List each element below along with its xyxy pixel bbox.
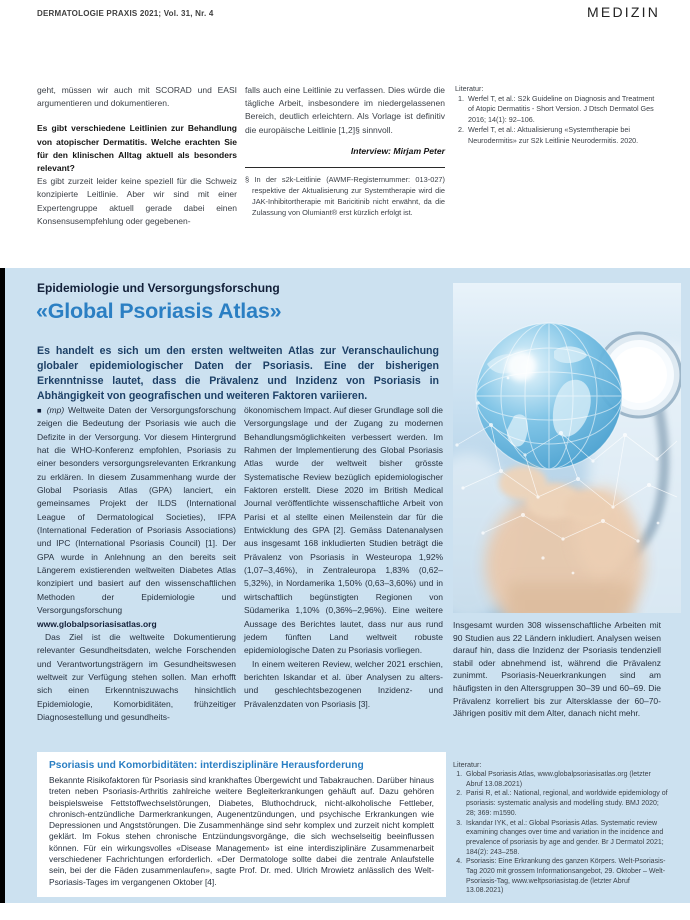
info-box-text: Bekannte Risikofaktoren für Psoriasis sind krankhaftes Übergewicht und Tabakrauchen. Darüber hinaus treten neben Psoriasis-Arthritis zahlreiche weitere Begleiterkrankungen gehäuft auf. Dazu gehören beispielsweise Fettstoffwechselstörungen, Diabetes, Bluthochdruck, nicht-alkoholische Fettleber, chronisch-entzündliche Darmerkrankungen, Augenentzündungen, und psychische Erkrankungen wie Depressionen und Angststörungen. Die Zusammenhänge sind sehr komplex und zurzeit nicht komplett geklärt. Im Fokus stehen chronische Entzündungsvorgänge, die sich wechselseitig beeinflussen können. Für ein wirkungsvolles «Disease Management» ist eine interdisziplinäre Zusammenarbeit verschiedener Fachrichtungen erforderlich. «Der Dermatologe sollte dabei die zentrale Anlaufstelle sein, bei der die Fäden zusammenlaufen», sagte Prof. Dr. med. Ulrich Mrowietz anlässlich des Welt-Psoriasis-Tages im vergangenen Oktober [4]. (49, 775, 434, 887)
article-column-3 (453, 619, 661, 720)
literature-list (455, 94, 658, 146)
top-article-column-3 (455, 84, 658, 228)
paragraph: Insgesamt wurden 308 wissenschaftliche Arbeiten mit 90 Studien aus 22 Ländern inkludiert. Analysen weisen darauf hin, dass die Inzidenz der Psoriasis tendenziell stabil oder abnehmend ist, während die Prävalenz zunimmt. Psoriasis-Neuerkrankungen sind am häufigsten in den Altersgruppen 30–39 und 60–69. Die Prävalenz korreliert bis zur Altersklasse der 60–70-Jährigen positiv mit dem Alter, danach nicht mehr. (453, 620, 661, 719)
paragraph: Das Ziel ist die weltweite Dokumentierung relevanter Gesundheitsdaten, welche Forschenden und Verantwortungsträgern im Gesundheitswesen weltweit zur Verfügung stehen sollen. Man erhofft sich einen Erkenntniszuwachs hinsichtlich Epidemiologie, Komorbiditäten, frühzeitiger Diagnosestellung und gesundheits- (37, 631, 236, 722)
author-tag: (mp) (46, 405, 65, 415)
top-article-column-2 (245, 84, 445, 228)
article-lead: Es handelt es sich um den ersten weltweiten Atlas zur Veranschaulichung globaler epidemiologischer Daten der Psoriasis. Eine der bisherigen Erkenntnisse lautet, dass die Prävalenz und Inzidenz von Psoriasis in Abhängigkeit von geografischen und weiteren Faktoren variieren. (37, 345, 439, 402)
paragraph: geht, müssen wir auch mit SCORAD und EASI argumentieren und dokumentieren. (37, 85, 237, 109)
footnote-divider (245, 167, 445, 168)
globe-stethoscope-illustration (453, 283, 681, 613)
article-column-1 (37, 404, 236, 724)
article-column-2 (244, 404, 443, 724)
paragraph: falls auch eine Leitlinie zu verfassen. Dies würde die tägliche Arbeit, insbesondere im niedergelassenen Bereich, deutlich erleichtern. Als Vorlage ist definitiv die europäische Leitlinie [1,2]§ sinnvoll. (245, 85, 445, 135)
literature-list (453, 770, 669, 896)
info-box-title: Psoriasis und Komorbiditäten: interdisziplinäre Herausforderung (49, 760, 364, 771)
reference-item: 2. Werfel T, et al.: Aktualisierung «Systemtherapie bei Neurodermitis» zur S2k Leitlinie Neurodermitis. 2020. (466, 125, 658, 146)
article-title: «Global Psoriasis Atlas» (36, 299, 282, 323)
reference-item: 1. Werfel T, et al.: S2k Guideline on Diagnosis and Treatment of Atopic Dermatitis - Short Version. J Dtsch Dermatol Ges 2016; 14(1): 92–106. (466, 94, 658, 125)
paragraph: ökonomischem Impact. Auf dieser Grundlage soll die Versorgungslage und der Zugang zu modernen Behandlungsmöglichkeiten verbessert werden. Im Rahmen der Implementierung des Global Psoriasis Atlas wurde der weltweit bisher grösste Systematische Review bezüglich epidemiologischer Faktoren erstellt. Diese 2020 im British Medical Journal veröffentlichte wissenschaftliche Arbeit von Parisi et al stellte einen Meilenstein dar für die Entwicklung des GPA [2]. Gemäss Datenanalysen aus insgesamt 168 inkludierten Studien beträgt die Prävalenz von Psoriasis in Westeuropa 1,92% (1,07–3,46%), in Zentraleuropa 1,83% (0,62–5,32%), in Nordamerika 1,50% (0,63–3,60%) und in wirtschaftlich begünstigten Regionen von Südamerika 1,10% (0,36%–2,96%). Eine weitere Aussage des Berichtes lautet, dass nur aus rund jedem fünften Land weltweit robuste epidemiologische Daten zu Psoriasis vorliegen. (244, 405, 443, 656)
paragraph (37, 404, 236, 631)
interview-question: Es gibt verschiedene Leitlinien zur Behandlung von atopischer Dermatitis. Welche erachten Sie für den klinischen Alltag aktuell als besonders relevant? (37, 123, 237, 174)
article-kicker: Epidemiologie und Versorgungsforschung (37, 281, 280, 295)
hero-image (453, 283, 681, 613)
section-label: MEDIZIN (587, 4, 660, 20)
reference-item: 1. Global Psoriasis Atlas, www.globalpsoriasisatlas.org (letzter Abruf 13.08.2021) (464, 770, 669, 789)
feature-literature (453, 760, 669, 896)
reference-item: 4. Psoriasis: Eine Erkrankung des ganzen Körpers. Welt-Psoriasis-Tag 2020 mit grossem Informationsangebot, 29. Oktober – Welt-Psoriasis-Tag, www.weltpsoriasistag.de (letzter Abruf 13.08.2021) (464, 857, 669, 896)
journal-title: DERMATOLOGIE PRAXIS 2021; Vol. 31, Nr. 4 (37, 9, 214, 18)
article-body (37, 404, 443, 724)
paragraph: In einem weiteren Review, welcher 2021 erschien, berichten Iskandar et al. über Analysen zu alters- und geschlechtsbezogenen Inzidenz- und Prävalenzdaten von Psoriasis [3]. (244, 658, 443, 709)
interview-byline: Interview: Mirjam Peter (350, 145, 445, 156)
reference-item: 2. Parisi R, et al.: National, regional, and worldwide epidemiology of psoriasis: systematic analysis and modelling study. BMJ 2020; 28; 369: m1590. (464, 789, 669, 818)
feature-article-section (0, 268, 690, 903)
top-article (37, 84, 658, 228)
reference-item: 3. Iskandar IYK, et al.: Global Psoriasis Atlas. Systematic review examining changes over time and variation in the incidence and prevalence of psoriasis by age and gender. Br J Dermatol 2021; 184(2): 243–258. (464, 819, 669, 858)
paragraph: Es gibt zurzeit leider keine speziell für die Schweiz konzipierte Leitlinie. Aber wir sind mit einer Expertengruppe aktuell gerade dabei einen Konsensusempfehlung oder gegebenen- (37, 176, 237, 226)
comorbidity-info-box (37, 752, 446, 897)
footnote: § In der s2k-Leitlinie (AWMF-Registernummer: 013-027) respektive der Aktualisierung zur Systemtherapie wird die JAK-Inhibitortherapie mit Baricitinib nicht erwähnt, da die Zulassung von Olumiant® erst kürzlich erfolgt ist. (245, 174, 445, 218)
atlas-url-link[interactable]: www.globalpsoriasisatlas.org (37, 618, 157, 629)
literature-label: Literatur: (455, 84, 484, 93)
literature-label: Literatur: (453, 760, 482, 769)
top-article-column-1 (37, 84, 237, 228)
globe-icon (476, 323, 622, 469)
paragraph-text: Weltweite Daten der Versorgungsforschung zeigen die Bedeutung der Psoriasis wie auch die Defizite in der Versorgung. Vor diesem Hintergrund hat die WHO-Konferenz empfohlen, Psoriasis zu einer besonders versorgungsrelevanten Erkrankung zu erklären. In diesem Zusammenhang wurde der Global Psoriasis Atlas (GPA) lanciert, ein gemeinsames Projekt der ILDS (International League of Dermatological Societies), IFPA (International Federation of Psoriasis Associations) und IPC (International Psoriasis Council) [1]. Der GPA wurde in Anlehnung an den bereits seit Längerem existierenden weltweiten Diabetes Atlas konzipiert und basiert auf den wissenschaftlichen Methoden der Epidemiologie und Versorgungsforschung (37, 405, 236, 616)
paragraph-marker: ■ (37, 406, 43, 415)
